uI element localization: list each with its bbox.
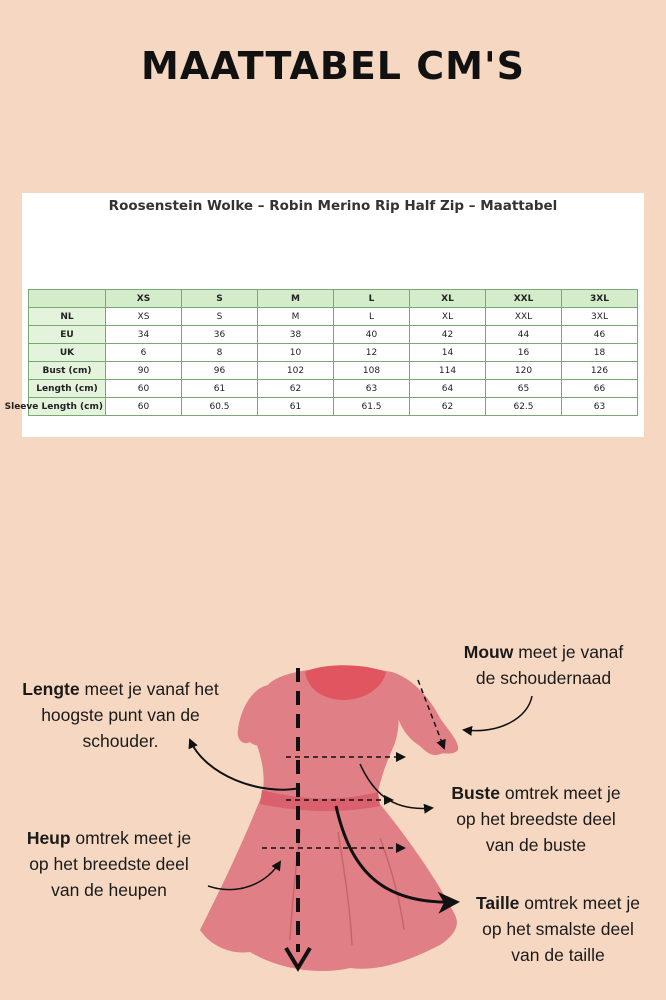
- header-cell: L: [334, 290, 410, 308]
- table-cell: 62.5: [486, 398, 562, 416]
- table-cell: 96: [182, 362, 258, 380]
- table-row: [29, 362, 638, 380]
- taille-label: Taille omtrek meet je op het smalste deel van de taille: [475, 893, 641, 965]
- row-label: Bust (cm): [29, 362, 106, 380]
- table-row: [29, 398, 638, 416]
- table-cell: 61: [258, 398, 334, 416]
- table-cell: 62: [258, 380, 334, 398]
- table-cell: 120: [486, 362, 562, 380]
- header-cell: M: [258, 290, 334, 308]
- table-row: [29, 344, 638, 362]
- measurement-guide: [0, 600, 666, 1000]
- table-cell: 102: [258, 362, 334, 380]
- table-cell: 36: [182, 326, 258, 344]
- lengte-label: Lengte meet je vanaf het hoogste punt van de schouder.: [22, 679, 219, 751]
- row-label: UK: [29, 344, 106, 362]
- size-chart-card: [4, 193, 644, 437]
- table-cell: 8: [182, 344, 258, 362]
- table-row: [29, 308, 638, 326]
- sleeve-pointer-arrow: [464, 696, 532, 731]
- table-cell: 63: [562, 398, 638, 416]
- header-cell: S: [182, 290, 258, 308]
- table-cell: 10: [258, 344, 334, 362]
- table-cell: 16: [486, 344, 562, 362]
- table-cell: 61.5: [334, 398, 410, 416]
- table-row: [29, 380, 638, 398]
- table-cell: 42: [410, 326, 486, 344]
- table-cell: 38: [258, 326, 334, 344]
- page-title: MAATTABEL CM'S: [141, 44, 525, 88]
- table-cell: 34: [106, 326, 182, 344]
- header-cell: XS: [106, 290, 182, 308]
- size-table-header-row: [29, 290, 638, 308]
- table-cell: 108: [334, 362, 410, 380]
- header-cell: 3XL: [562, 290, 638, 308]
- buste-label: Buste omtrek meet je op het breedste deel van de buste: [451, 783, 621, 855]
- table-cell: XL: [410, 308, 486, 326]
- table-cell: 90: [106, 362, 182, 380]
- size-chart-title: Roosenstein Wolke – Robin Merino Rip Half Zip – Maattabel: [108, 198, 558, 214]
- header-cell: XXL: [486, 290, 562, 308]
- table-cell: 65: [486, 380, 562, 398]
- table-cell: 60: [106, 398, 182, 416]
- table-cell: 60.5: [182, 398, 258, 416]
- row-label: Sleeve Length (cm): [29, 398, 106, 416]
- header-cell: [29, 290, 106, 308]
- table-cell: L: [334, 308, 410, 326]
- table-cell: 40: [334, 326, 410, 344]
- table-cell: 18: [562, 344, 638, 362]
- table-cell: 12: [334, 344, 410, 362]
- table-cell: 14: [410, 344, 486, 362]
- table-cell: 63: [334, 380, 410, 398]
- table-cell: S: [182, 308, 258, 326]
- table-row: [29, 326, 638, 344]
- table-cell: 61: [182, 380, 258, 398]
- table-cell: M: [258, 308, 334, 326]
- table-cell: 3XL: [562, 308, 638, 326]
- table-cell: 64: [410, 380, 486, 398]
- table-cell: 46: [562, 326, 638, 344]
- table-cell: 62: [410, 398, 486, 416]
- table-cell: 66: [562, 380, 638, 398]
- table-cell: 114: [410, 362, 486, 380]
- row-label: Length (cm): [29, 380, 106, 398]
- table-cell: 60: [106, 380, 182, 398]
- row-label: EU: [29, 326, 106, 344]
- heup-label: Heup omtrek meet je op het breedste deel van de heupen: [26, 828, 192, 900]
- table-cell: 44: [486, 326, 562, 344]
- row-label: NL: [29, 308, 106, 326]
- mouw-label: Mouw meet je vanaf de schoudernaad: [463, 642, 624, 688]
- size-table: [4, 289, 638, 416]
- table-cell: 126: [562, 362, 638, 380]
- table-cell: XXL: [486, 308, 562, 326]
- table-cell: XS: [106, 308, 182, 326]
- header-cell: XL: [410, 290, 486, 308]
- table-cell: 6: [106, 344, 182, 362]
- dress-skirt: [200, 795, 457, 971]
